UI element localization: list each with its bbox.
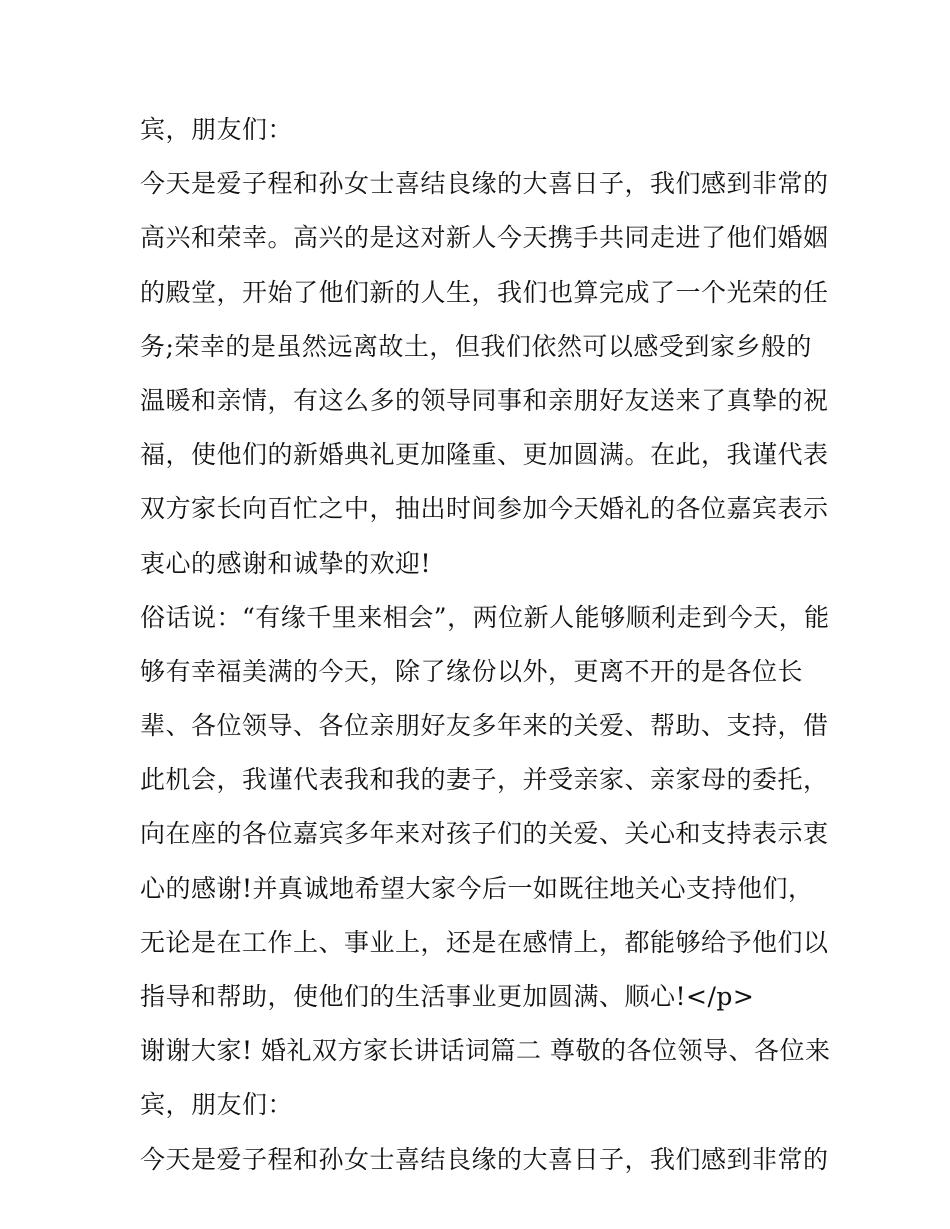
text-line: 今天是爱子程和孙女士喜结良缘的大喜日子，我们感到非常的 (140, 1144, 829, 1174)
text-line: 指导和帮助，使他们的生活事业更加圆满、顺心!</p> (140, 982, 755, 1011)
text-line: 够有幸福美满的今天，除了缘份以外，更离不开的是各位长 (140, 656, 804, 686)
text-line: 辈、各位领导、各位亲朋好友多年来的关爱、帮助、支持，借 (140, 711, 829, 741)
text-line: 此机会，我谨代表我和我的妻子，并受亲家、亲家母的委托， (140, 765, 829, 795)
text-line: 今天是爱子程和孙女士喜结良缘的大喜日子，我们感到非常的 (140, 169, 829, 199)
text-line: 的殿堂，开始了他们新的人生，我们也算完成了一个光荣的任 (140, 277, 829, 307)
text-line: 宾，朋友们： (140, 115, 294, 144)
text-line: 双方家长向百忙之中，抽出时间参加今天婚礼的各位嘉宾表示 (140, 494, 829, 524)
text-line: 福，使他们的新婚典礼更加隆重、更加圆满。在此，我谨代表 (140, 440, 829, 470)
text-line: 心的感谢!并真诚地希望大家今后一如既往地关心支持他们， (140, 873, 814, 903)
text-line: 向在座的各位嘉宾多年来对孩子们的关爱、关心和支持表示衷 (140, 819, 829, 849)
text-line: 俗话说：“有缘千里来相会”，两位新人能够顺利走到今天，能 (140, 602, 830, 632)
text-line: 温暖和亲情，有这么多的领导同事和亲朋好友送来了真挚的祝 (140, 385, 829, 415)
text-line: 谢谢大家! 婚礼双方家长讲话词篇二 尊敬的各位领导、各位来 (140, 1036, 831, 1066)
text-line: 高兴和荣幸。高兴的是这对新人今天携手共同走进了他们婚姻 (140, 223, 829, 253)
text-line: 衷心的感谢和诚挚的欢迎! (140, 548, 432, 578)
document-body (140, 103, 831, 1187)
text-line: 宾，朋友们： (140, 1090, 294, 1120)
text-line: 务;荣幸的是虽然远离故土，但我们依然可以感受到家乡般的 (140, 331, 812, 361)
text-line: 无论是在工作上、事业上，还是在感情上，都能够给予他们以 (140, 927, 829, 957)
